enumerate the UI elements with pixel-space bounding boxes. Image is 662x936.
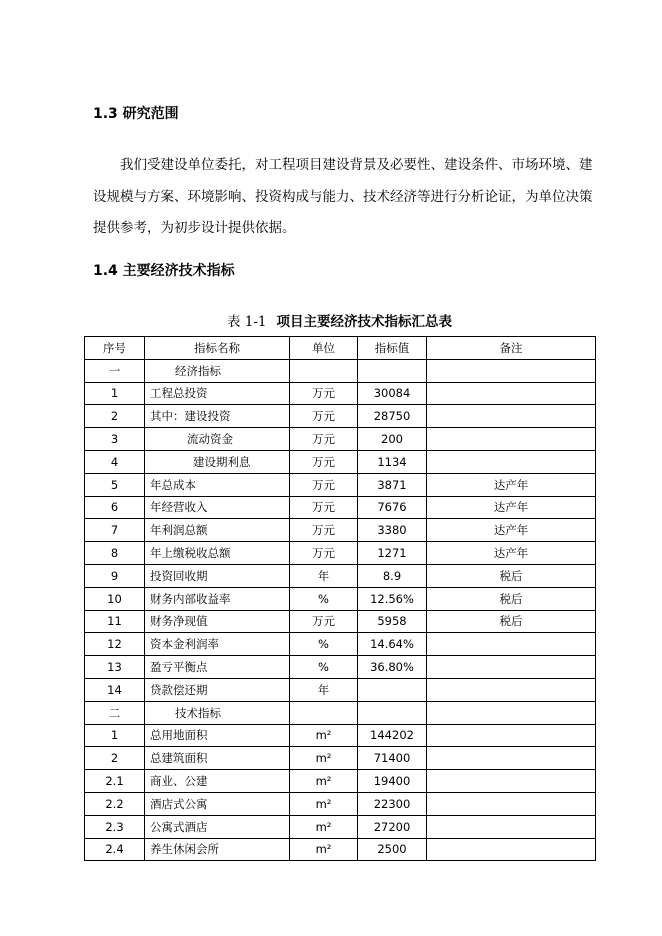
table-row <box>85 564 596 587</box>
cell-seq: 10 <box>85 587 145 610</box>
cell-value: 3380 <box>358 519 427 542</box>
cell-unit: m² <box>290 792 358 815</box>
cell-value: 200 <box>358 428 427 451</box>
cell-note <box>427 678 596 701</box>
table-row <box>85 815 596 838</box>
header-unit: 单位 <box>290 337 358 360</box>
cell-value <box>358 678 427 701</box>
cell-note <box>427 770 596 793</box>
cell-value: 28750 <box>358 405 427 428</box>
table-row <box>85 382 596 405</box>
cell-note <box>427 815 596 838</box>
cell-value: 8.9 <box>358 564 427 587</box>
table-row <box>85 405 596 428</box>
cell-seq: 14 <box>85 678 145 701</box>
cell-unit <box>290 701 358 724</box>
cell-seq: 二 <box>85 701 145 724</box>
cell-note <box>427 405 596 428</box>
cell-note: 达产年 <box>427 496 596 519</box>
cell-name: 年经营收入 <box>145 496 290 519</box>
cell-value: 71400 <box>358 747 427 770</box>
cell-unit: % <box>290 587 358 610</box>
table-row <box>85 473 596 496</box>
table-caption-title: 项目主要经济技术指标汇总表 <box>276 314 453 330</box>
cell-name: 总建筑面积 <box>145 747 290 770</box>
cell-seq: 5 <box>85 473 145 496</box>
cell-seq: 2.3 <box>85 815 145 838</box>
cell-note: 税后 <box>427 587 596 610</box>
table-row <box>85 542 596 565</box>
table-row <box>85 838 596 861</box>
cell-unit: 年 <box>290 678 358 701</box>
cell-note <box>427 450 596 473</box>
cell-unit: 万元 <box>290 542 358 565</box>
cell-unit: 万元 <box>290 473 358 496</box>
cell-seq: 3 <box>85 428 145 451</box>
cell-value: 36.80% <box>358 656 427 679</box>
header-note: 备注 <box>427 337 596 360</box>
table-caption-number: 表 1-1 <box>226 314 267 330</box>
cell-name: 投资回收期 <box>145 564 290 587</box>
cell-seq: 2 <box>85 747 145 770</box>
cell-note <box>427 359 596 382</box>
cell-name: 盈亏平衡点 <box>145 656 290 679</box>
cell-name: 资本金利润率 <box>145 633 290 656</box>
table-row <box>85 701 596 724</box>
cell-seq: 7 <box>85 519 145 542</box>
table-caption <box>84 310 595 330</box>
cell-unit: 年 <box>290 564 358 587</box>
section-heading-1-4: 1.4 主要经济技术指标 <box>93 263 235 279</box>
cell-name: 技术指标 <box>145 701 290 724</box>
cell-unit: 万元 <box>290 428 358 451</box>
cell-value: 3871 <box>358 473 427 496</box>
cell-seq: 11 <box>85 610 145 633</box>
cell-value <box>358 701 427 724</box>
cell-note: 达产年 <box>427 542 596 565</box>
cell-value <box>358 359 427 382</box>
cell-value: 19400 <box>358 770 427 793</box>
table-row <box>85 678 596 701</box>
section-heading-1-3: 1.3 研究范围 <box>93 106 179 122</box>
cell-name: 年利润总额 <box>145 519 290 542</box>
cell-seq: 2 <box>85 405 145 428</box>
cell-note <box>427 792 596 815</box>
table-row <box>85 359 596 382</box>
cell-seq: 9 <box>85 564 145 587</box>
cell-name: 年总成本 <box>145 473 290 496</box>
cell-value: 7676 <box>358 496 427 519</box>
cell-note: 税后 <box>427 610 596 633</box>
cell-note: 达产年 <box>427 519 596 542</box>
cell-name: 经济指标 <box>145 359 290 382</box>
cell-note <box>427 747 596 770</box>
cell-unit: 万元 <box>290 496 358 519</box>
cell-name: 贷款偿还期 <box>145 678 290 701</box>
header-seq: 序号 <box>85 337 145 360</box>
cell-name: 养生休闲会所 <box>145 838 290 861</box>
cell-unit: 万元 <box>290 610 358 633</box>
cell-unit: % <box>290 656 358 679</box>
cell-name: 财务内部收益率 <box>145 587 290 610</box>
table-row <box>85 656 596 679</box>
cell-seq: 1 <box>85 382 145 405</box>
table-row <box>85 496 596 519</box>
cell-value: 27200 <box>358 815 427 838</box>
table-row <box>85 450 596 473</box>
cell-value: 22300 <box>358 792 427 815</box>
cell-seq: 4 <box>85 450 145 473</box>
cell-name: 工程总投资 <box>145 382 290 405</box>
cell-seq: 12 <box>85 633 145 656</box>
cell-name: 其中：建设投资 <box>145 405 290 428</box>
cell-note <box>427 701 596 724</box>
cell-unit: 万元 <box>290 519 358 542</box>
cell-seq: 2.1 <box>85 770 145 793</box>
cell-name: 财务净现值 <box>145 610 290 633</box>
cell-note <box>427 724 596 747</box>
header-value: 指标值 <box>358 337 427 360</box>
cell-unit: m² <box>290 747 358 770</box>
table-row <box>85 792 596 815</box>
cell-seq: 2.4 <box>85 838 145 861</box>
cell-seq: 6 <box>85 496 145 519</box>
cell-seq: 2.2 <box>85 792 145 815</box>
indicator-table <box>84 336 596 861</box>
table-row <box>85 770 596 793</box>
cell-unit: 万元 <box>290 405 358 428</box>
cell-note <box>427 633 596 656</box>
cell-note <box>427 838 596 861</box>
cell-unit: m² <box>290 815 358 838</box>
cell-value: 14.64% <box>358 633 427 656</box>
cell-name: 年上缴税收总额 <box>145 542 290 565</box>
table-row <box>85 724 596 747</box>
cell-unit: m² <box>290 724 358 747</box>
cell-note <box>427 382 596 405</box>
cell-note <box>427 656 596 679</box>
table-row <box>85 747 596 770</box>
cell-unit <box>290 359 358 382</box>
cell-note <box>427 428 596 451</box>
cell-name: 公寓式酒店 <box>145 815 290 838</box>
cell-name: 流动资金 <box>145 428 290 451</box>
table-row <box>85 428 596 451</box>
cell-unit: m² <box>290 770 358 793</box>
cell-seq: 13 <box>85 656 145 679</box>
table-row <box>85 633 596 656</box>
cell-unit: m² <box>290 838 358 861</box>
cell-unit: 万元 <box>290 382 358 405</box>
cell-name: 酒店式公寓 <box>145 792 290 815</box>
cell-value: 5958 <box>358 610 427 633</box>
cell-value: 2500 <box>358 838 427 861</box>
cell-value: 1134 <box>358 450 427 473</box>
cell-unit: 万元 <box>290 450 358 473</box>
cell-value: 144202 <box>358 724 427 747</box>
table-row <box>85 587 596 610</box>
cell-name: 建设期利息 <box>145 450 290 473</box>
header-name: 指标名称 <box>145 337 290 360</box>
table-row <box>85 610 596 633</box>
cell-seq: 一 <box>85 359 145 382</box>
scope-paragraph: 我们受建设单位委托，对工程项目建设背景及必要性、建设条件、市场环境、建设规模与方案、环境影响、投资构成与能力、技术经济等进行分析论证，为单位决策提供参考，为初步设计提供依据。 <box>93 157 593 236</box>
cell-value: 30084 <box>358 382 427 405</box>
table-row <box>85 519 596 542</box>
cell-seq: 1 <box>85 724 145 747</box>
cell-note: 税后 <box>427 564 596 587</box>
table-header-row <box>85 337 596 360</box>
cell-note: 达产年 <box>427 473 596 496</box>
cell-value: 1271 <box>358 542 427 565</box>
cell-name: 商业、公建 <box>145 770 290 793</box>
cell-seq: 8 <box>85 542 145 565</box>
cell-value: 12.56% <box>358 587 427 610</box>
cell-unit: % <box>290 633 358 656</box>
cell-name: 总用地面积 <box>145 724 290 747</box>
